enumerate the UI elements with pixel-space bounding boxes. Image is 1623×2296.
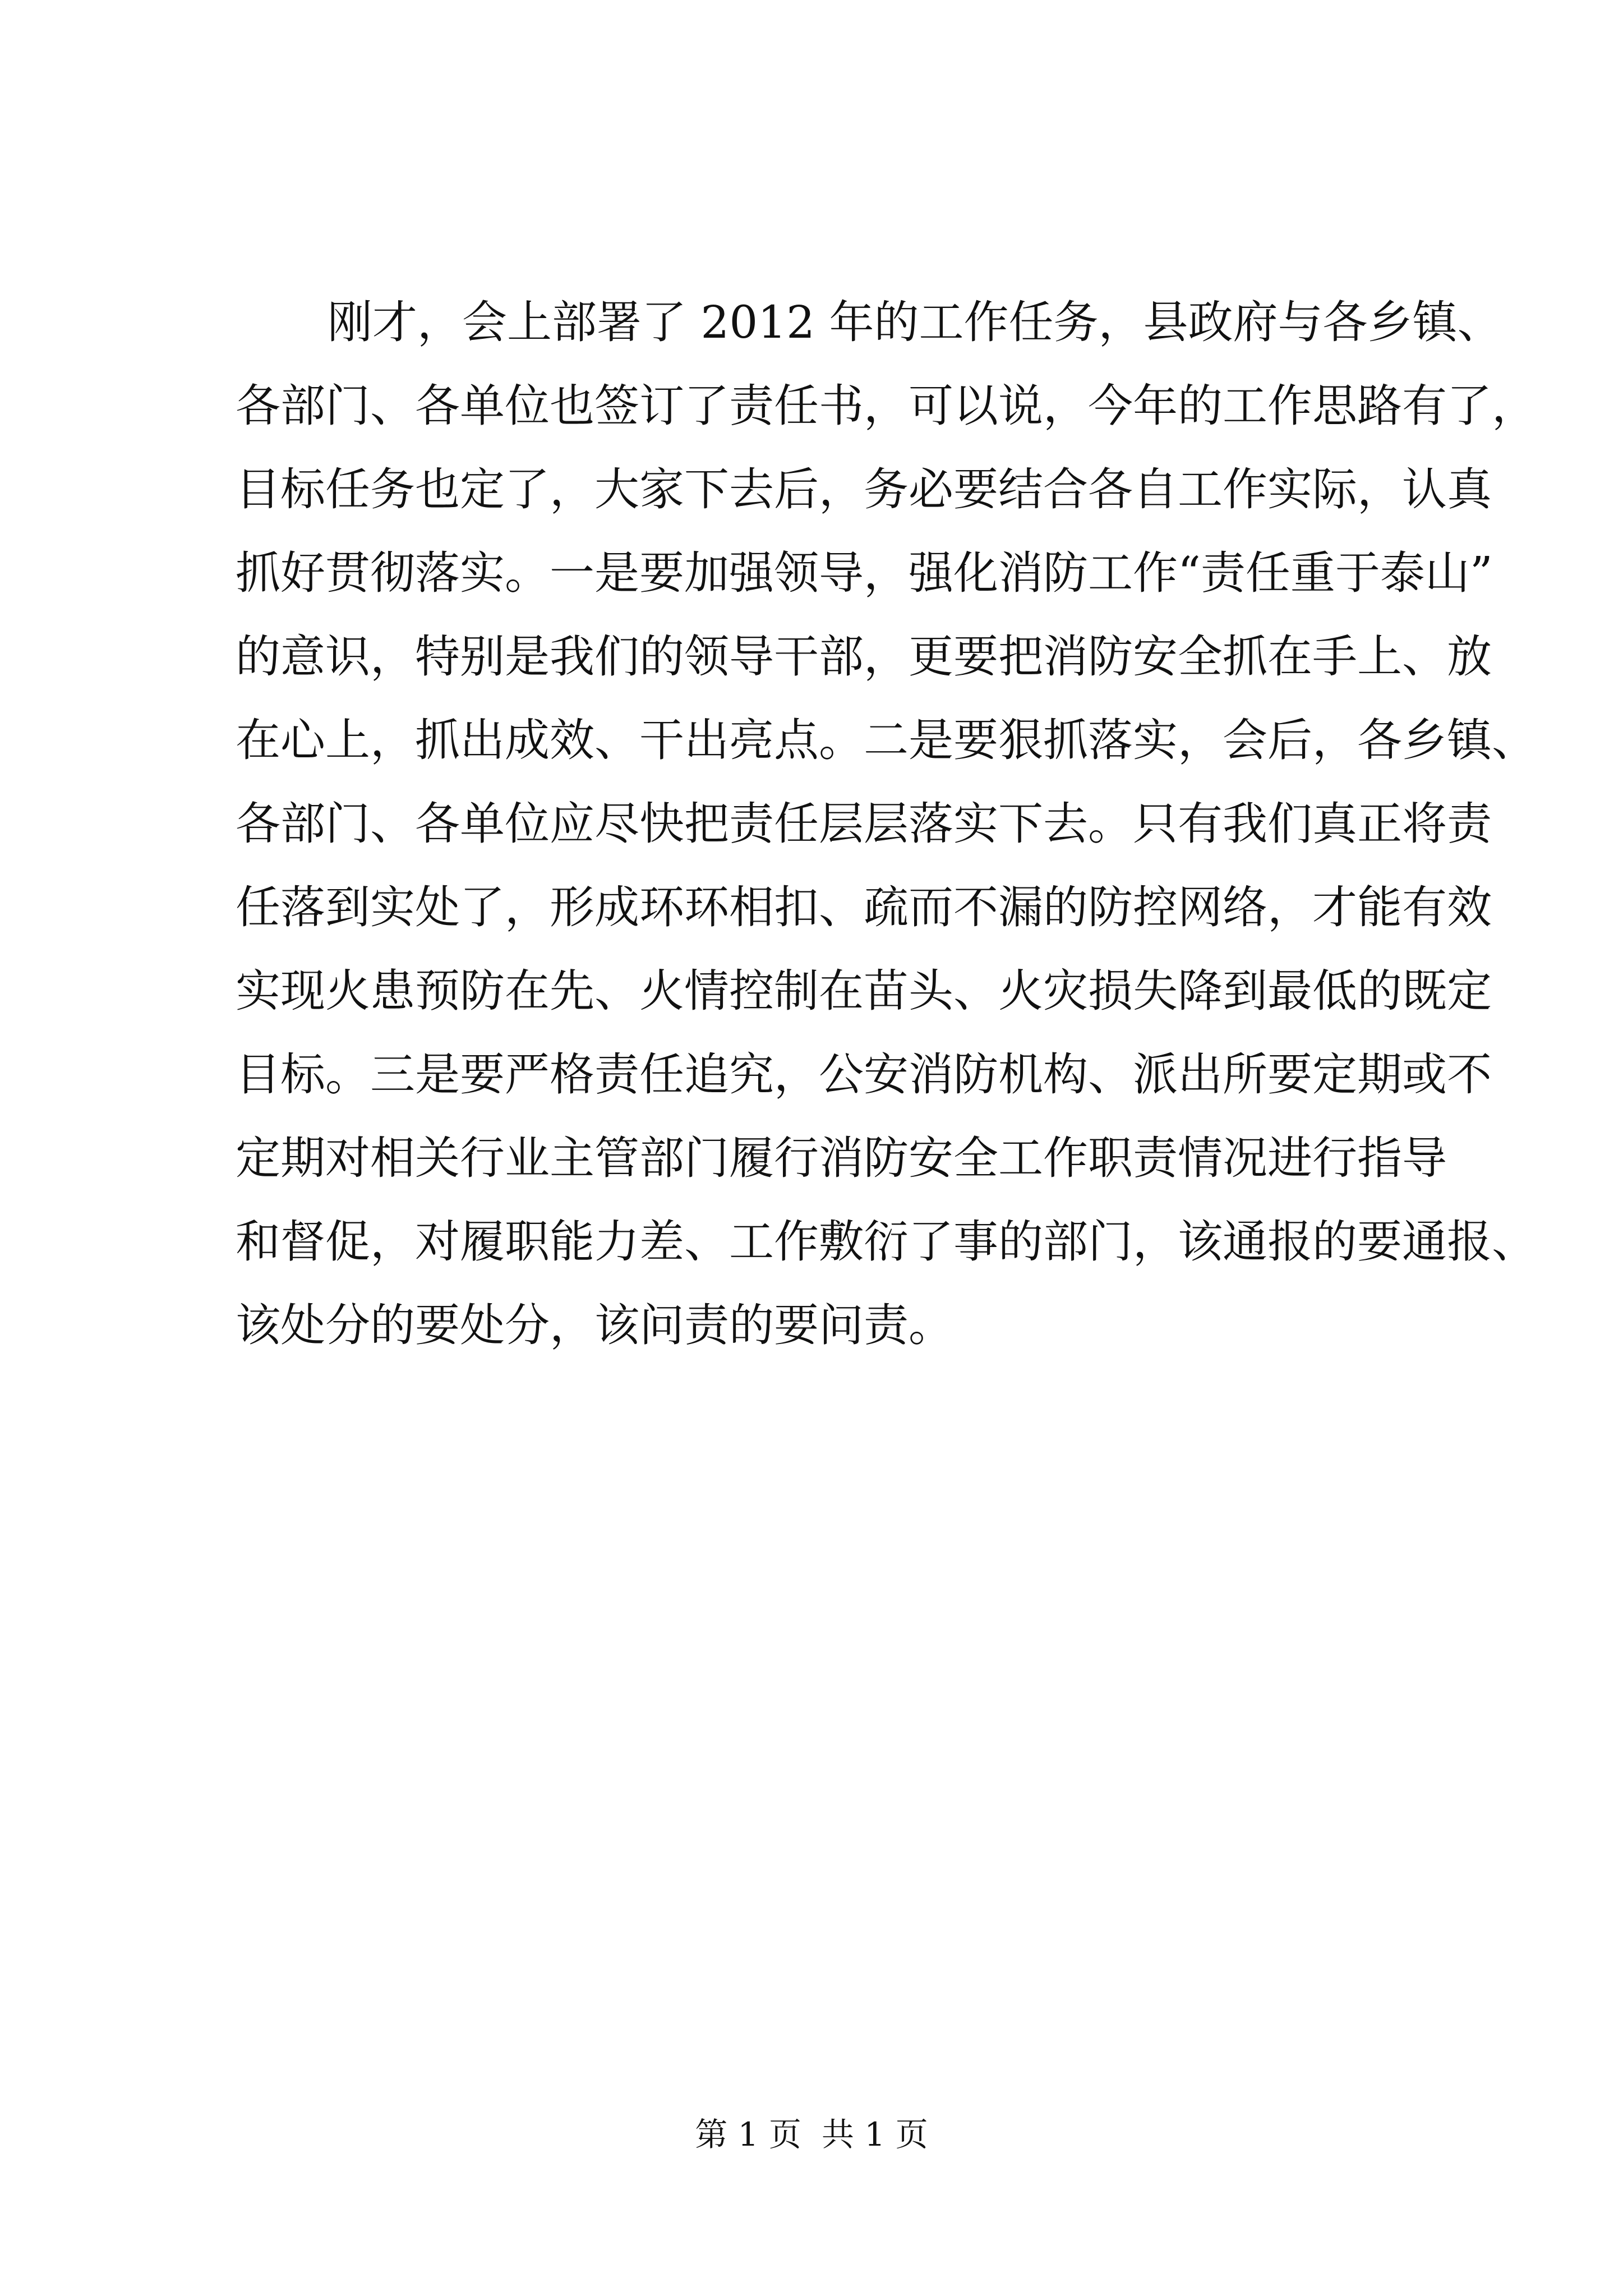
paragraph-line: 各部门、各单位应尽快把责任层层落实下去。只有我们真正将责	[236, 798, 1492, 850]
paragraph-line: 和督促，对履职能力差、工作敷衍了事的部门，该通报的要通报、	[236, 1216, 1537, 1268]
paragraph-line: 目标任务也定了，大家下去后，务必要结合各自工作实际，认真	[236, 463, 1492, 516]
paragraph-line: 的意识，特别是我们的领导干部，更要把消防安全抓在手上、放	[236, 631, 1492, 683]
paragraph-line: 各部门、各单位也签订了责任书，可以说，今年的工作思路有了，	[236, 380, 1537, 432]
paragraph-line: 实现火患预防在先、火情控制在苗头、火灾损失降到最低的既定	[236, 965, 1492, 1017]
total-pages: 共 1 页	[822, 2115, 928, 2154]
paragraph-line: 任落到实处了，形成环环相扣、疏而不漏的防控网络，才能有效	[236, 881, 1492, 933]
page-number: 第 1 页	[695, 2115, 801, 2154]
paragraph-line: 刚才，会上部署了 2012 年的工作任务，县政府与各乡镇、	[328, 296, 1502, 348]
page-footer	[0, 2112, 1623, 2157]
paragraph-line: 在心上，抓出成效、干出亮点。二是要狠抓落实，会后，各乡镇、	[236, 714, 1537, 766]
paragraph-line: 定期对相关行业主管部门履行消防安全工作职责情况进行指导	[236, 1132, 1447, 1184]
body-paragraph	[236, 280, 1537, 1367]
paragraph-line: 该处分的要处分，该问责的要问责。	[236, 1299, 953, 1351]
paragraph-line: 抓好贯彻落实。一是要加强领导，强化消防工作“责任重于泰山”	[236, 547, 1493, 599]
paragraph-line: 目标。三是要严格责任追究，公安消防机构、派出所要定期或不	[236, 1048, 1492, 1101]
